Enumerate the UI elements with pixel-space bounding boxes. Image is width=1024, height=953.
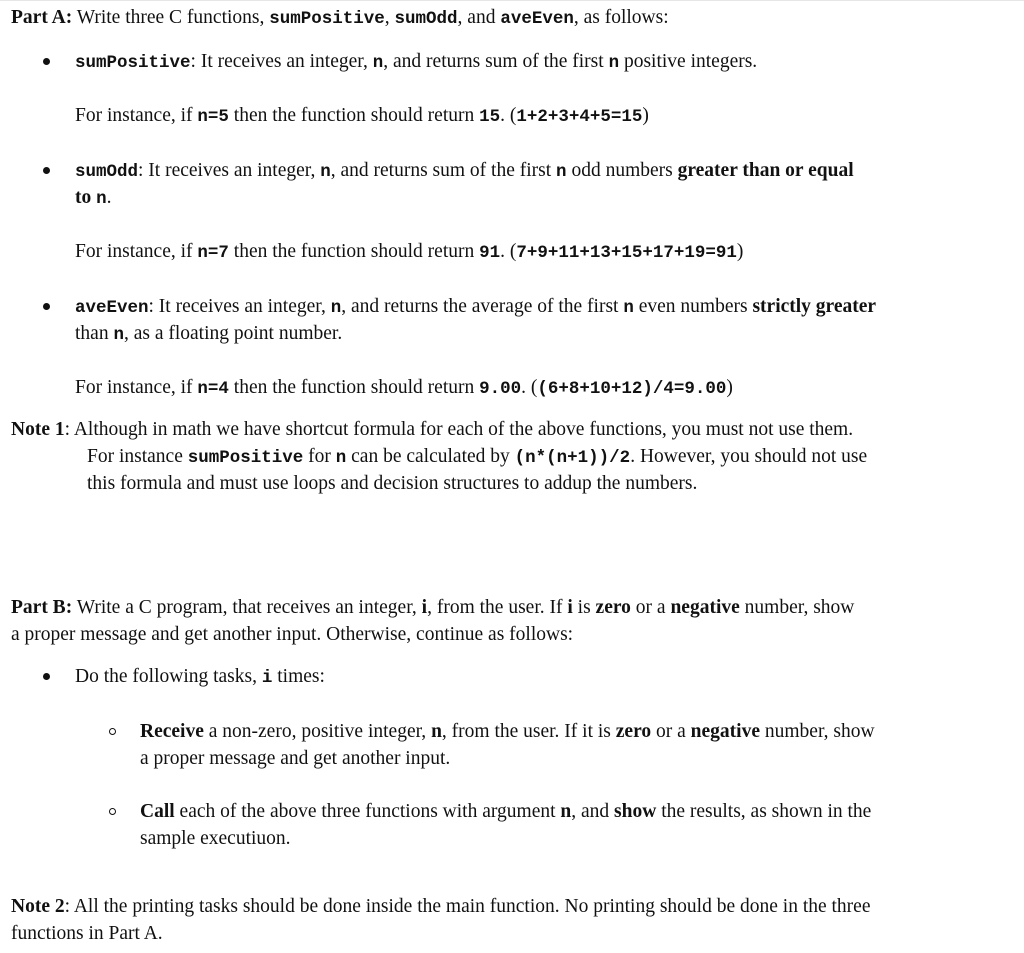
- item-sumodd-example: For instance, if n=7 then the function should return 91. (7+9+11+13+15+17+19=91): [75, 241, 744, 263]
- bullet-icon: [43, 303, 50, 310]
- part-a-label: Part A:: [11, 7, 73, 28]
- note-2-line1: Note 2: All the printing tasks should be done inside the main function. No printing should be done in the three: [11, 896, 871, 917]
- note-2-line2: functions in Part A.: [11, 923, 163, 944]
- sub-receive-line2: a proper message and get another input.: [140, 748, 451, 769]
- item-aveeven-desc-line2: than n, as a floating point number.: [75, 323, 343, 345]
- hollow-bullet-icon: [109, 808, 116, 815]
- item-aveeven-example: For instance, if n=4 then the function should return 9.00. ((6+8+10+12)/4=9.00): [75, 377, 733, 399]
- part-b-task: Do the following tasks, i times:: [75, 666, 325, 688]
- item-sumodd-desc-line2: to n.: [75, 187, 112, 209]
- item-sumodd-desc: sumOdd: It receives an integer, n, and returns sum of the first n odd numbers greater than or equal: [75, 160, 854, 182]
- top-border: [0, 0, 1024, 1]
- note-1-label: Note 1: [11, 419, 65, 440]
- bullet-icon: [43, 58, 50, 65]
- note-1-line3: this formula and must use loops and decision structures to addup the numbers.: [87, 473, 698, 494]
- part-a-heading: Part A: Write three C functions, sumPositive, sumOdd, and aveEven, as follows:: [11, 7, 669, 29]
- part-b-line1: Part B: Write a C program, that receives an integer, i, from the user. If i is zero or a negative number, show: [11, 597, 855, 618]
- note-2-label: Note 2: [11, 896, 65, 917]
- item-sumpositive-example: For instance, if n=5 then the function should return 15. (1+2+3+4+5=15): [75, 105, 649, 127]
- bullet-icon: [43, 167, 50, 174]
- hollow-bullet-icon: [109, 728, 116, 735]
- sub-call-line2: sample executiuon.: [140, 828, 291, 849]
- bullet-icon: [43, 673, 50, 680]
- item-sumpositive-desc: sumPositive: It receives an integer, n, and returns sum of the first n positive integers.: [75, 51, 758, 73]
- note-1-line1: Note 1: Although in math we have shortcut formula for each of the above functions, you must not use them.: [11, 419, 854, 440]
- item-aveeven-desc: aveEven: It receives an integer, n, and returns the average of the first n even numbers strictly greater: [75, 296, 877, 318]
- sub-call-line1: Call each of the above three functions with argument n, and show the results, as shown in the: [140, 801, 872, 822]
- note-1-line2: For instance sumPositive for n can be calculated by (n*(n+1))/2. However, you should not use: [87, 446, 868, 468]
- part-b-label: Part B:: [11, 597, 73, 618]
- sub-receive-line1: Receive a non-zero, positive integer, n, from the user. If it is zero or a negative number, show: [140, 721, 875, 742]
- part-b-line2: a proper message and get another input. Otherwise, continue as follows:: [11, 624, 574, 645]
